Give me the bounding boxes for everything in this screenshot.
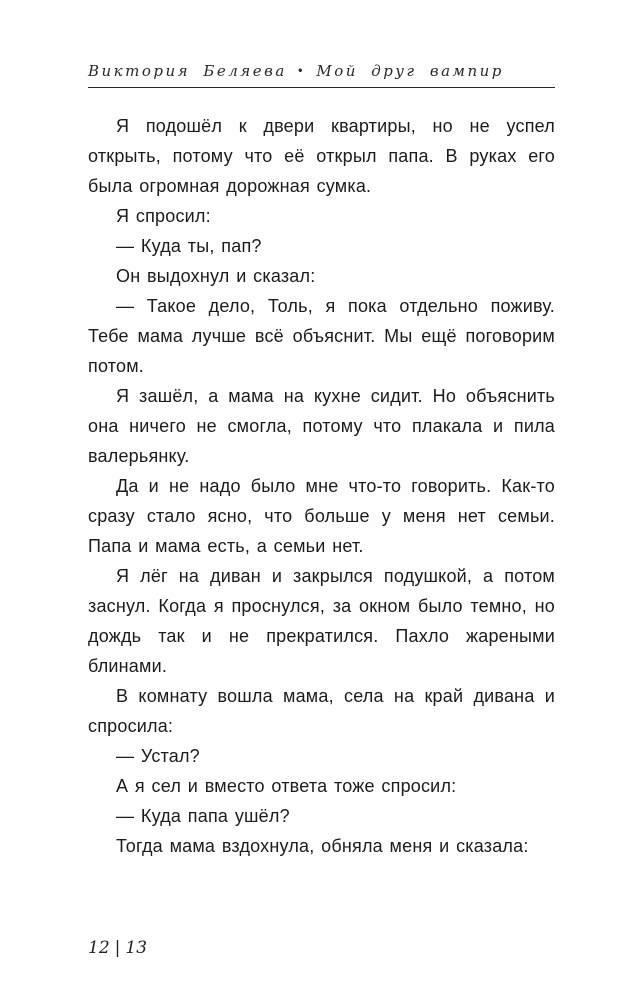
page-footer — [88, 938, 147, 958]
page-number-divider: | — [114, 938, 121, 958]
paragraph: А я сел и вместо ответа тоже спросил: — [116, 776, 457, 796]
paragraph: Я лёг на диван и закрылся подушкой, а потом заснул. Когда я проснулся, за окном было темно, но дождь так и не прекратился. Пахло жареными блинами. — [88, 566, 555, 676]
paragraph: Я спросил: — [116, 206, 211, 226]
header-separator: • — [296, 64, 307, 78]
paragraph: — Куда папа ушёл? — [116, 806, 290, 826]
page-number-left: 12 — [88, 938, 110, 958]
paragraph: В комнату вошла мама, села на край дивана и спросила: — [88, 686, 555, 736]
paragraph: Я подошёл к двери квартиры, но не успел открыть, потому что её открыл папа. В руках его была огромная дорожная сумка. — [88, 116, 555, 196]
paragraph: — Устал? — [116, 746, 200, 766]
paragraph: Тогда мама вздохнула, обняла меня и сказала: — [116, 836, 529, 856]
paragraph: — Куда ты, пап? — [116, 236, 262, 256]
body-text — [88, 111, 555, 861]
running-header — [88, 0, 555, 80]
header-rule — [88, 87, 555, 88]
page-number-right: 13 — [125, 938, 148, 958]
header-title: Мой друг вампир — [316, 62, 504, 80]
paragraph: Да и не надо было мне что-то говорить. Как-то сразу стало ясно, что больше у меня нет семьи. Папа и мама есть, а семьи нет. — [88, 476, 555, 556]
paragraph: Он выдохнул и сказал: — [116, 266, 316, 286]
header-author: Виктория Беляева — [88, 62, 287, 80]
paragraph: Я зашёл, а мама на кухне сидит. Но объяснить она ничего не смогла, потому что плакала и пила валерьянку. — [88, 386, 555, 466]
paragraph: — Такое дело, Толь, я пока отдельно поживу. Тебе мама лучше всё объяснит. Мы ещё поговорим потом. — [88, 296, 555, 376]
